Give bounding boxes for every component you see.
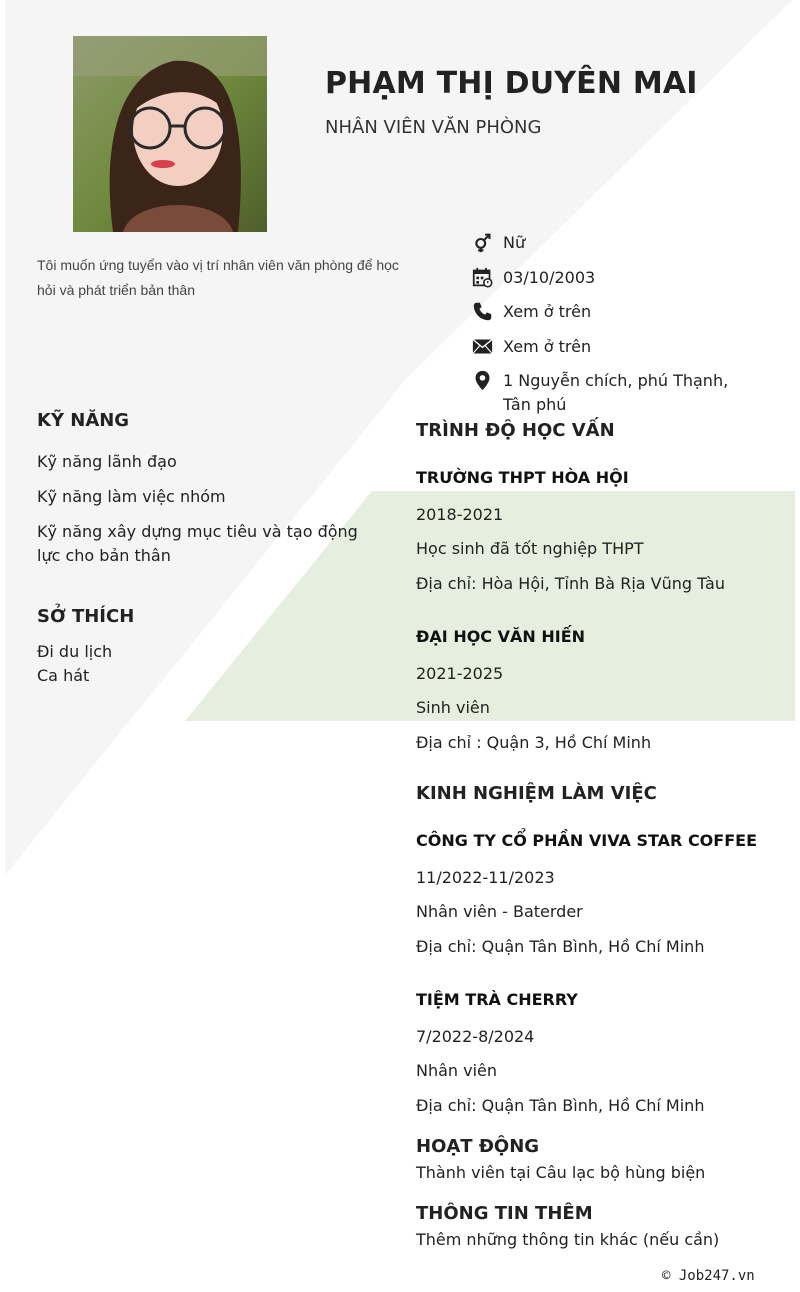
- experience-role: Nhân viên: [416, 1061, 498, 1080]
- list-item: Kỹ năng làm việc nhóm: [37, 487, 226, 506]
- experience-role: Nhân viên - Baterder: [416, 902, 583, 921]
- contact-phone-value: Xem ở trên: [503, 302, 592, 321]
- education-address: Địa chỉ : Quận 3, Hồ Chí Minh: [416, 733, 652, 752]
- activities-title: HOẠT ĐỘNG: [416, 1136, 540, 1157]
- education-period: 2018-2021: [416, 505, 504, 524]
- contact-email-value: Xem ở trên: [503, 336, 592, 356]
- experience-address: Địa chỉ: Quận Tân Bình, Hồ Chí Minh: [416, 1096, 705, 1115]
- more-info-title: THÔNG TIN THÊM: [416, 1203, 593, 1224]
- contact-email: [472, 335, 732, 359]
- list-item: Kỹ năng lãnh đạo: [37, 452, 177, 471]
- education-title: TRÌNH ĐỘ HỌC VẤN: [416, 420, 615, 441]
- avatar: [73, 36, 267, 232]
- education-role: Học sinh đã tốt nghiệp THPT: [416, 539, 644, 558]
- profile-photo: [73, 36, 267, 232]
- education-school: TRƯỜNG THPT HÒA HỘI: [416, 468, 629, 487]
- contact-gender-value: Nữ: [503, 233, 526, 252]
- contact-address-value: 1 Nguyễn chích, phú Thạnh, Tân phú: [503, 371, 729, 414]
- contact-birthdate: [472, 266, 732, 290]
- skills-list: [37, 450, 367, 579]
- experience-period: 7/2022-8/2024: [416, 1027, 535, 1046]
- education-role: Sinh viên: [416, 698, 490, 717]
- experience-company: CÔNG TY CỔ PHẦN VIVA STAR COFFEE: [416, 831, 757, 850]
- job-position: NHÂN VIÊN VĂN PHÒNG: [325, 117, 542, 138]
- contact-info: [472, 231, 732, 428]
- list-item: Kỹ năng xây dựng mục tiêu và tạo động lực cho bản thân: [37, 522, 358, 565]
- phone-icon: [472, 301, 493, 322]
- contact-birthdate-value: 03/10/2003: [503, 267, 596, 287]
- footer-credit: © Job247.vn: [662, 1268, 755, 1284]
- hobbies-title: SỞ THÍCH: [37, 606, 135, 627]
- experience-address: Địa chỉ: Quận Tân Bình, Hồ Chí Minh: [416, 937, 705, 956]
- list-item: Đi du lịch: [37, 642, 113, 661]
- contact-gender: [472, 231, 732, 255]
- experience-title: KINH NGHIỆM LÀM VIỆC: [416, 783, 657, 804]
- more-info-text: Thêm những thông tin khác (nếu cần): [416, 1230, 720, 1249]
- hobbies-list: [37, 640, 112, 688]
- calendar-icon: [472, 267, 493, 288]
- experience-company: TIỆM TRÀ CHERRY: [416, 990, 578, 1009]
- contact-address: [472, 369, 732, 417]
- experience-period: 11/2022-11/2023: [416, 868, 555, 887]
- gender-icon: [472, 232, 493, 253]
- activities-text: Thành viên tại Câu lạc bộ hùng biện: [416, 1163, 706, 1182]
- skills-title: KỸ NĂNG: [37, 410, 130, 431]
- contact-phone: [472, 300, 732, 324]
- career-objective: Tôi muốn ứng tuyển vào vị trí nhân viên văn phòng để học hỏi và phát triển bản thân: [37, 257, 399, 298]
- mail-icon: [472, 336, 493, 357]
- candidate-name: PHẠM THỊ DUYÊN MAI: [325, 66, 698, 101]
- list-item: Ca hát: [37, 666, 90, 685]
- education-address: Địa chỉ: Hòa Hội, Tỉnh Bà Rịa Vũng Tàu: [416, 574, 725, 593]
- location-pin-icon: [472, 370, 493, 391]
- education-school: ĐẠI HỌC VĂN HIẾN: [416, 627, 586, 646]
- education-period: 2021-2025: [416, 664, 504, 683]
